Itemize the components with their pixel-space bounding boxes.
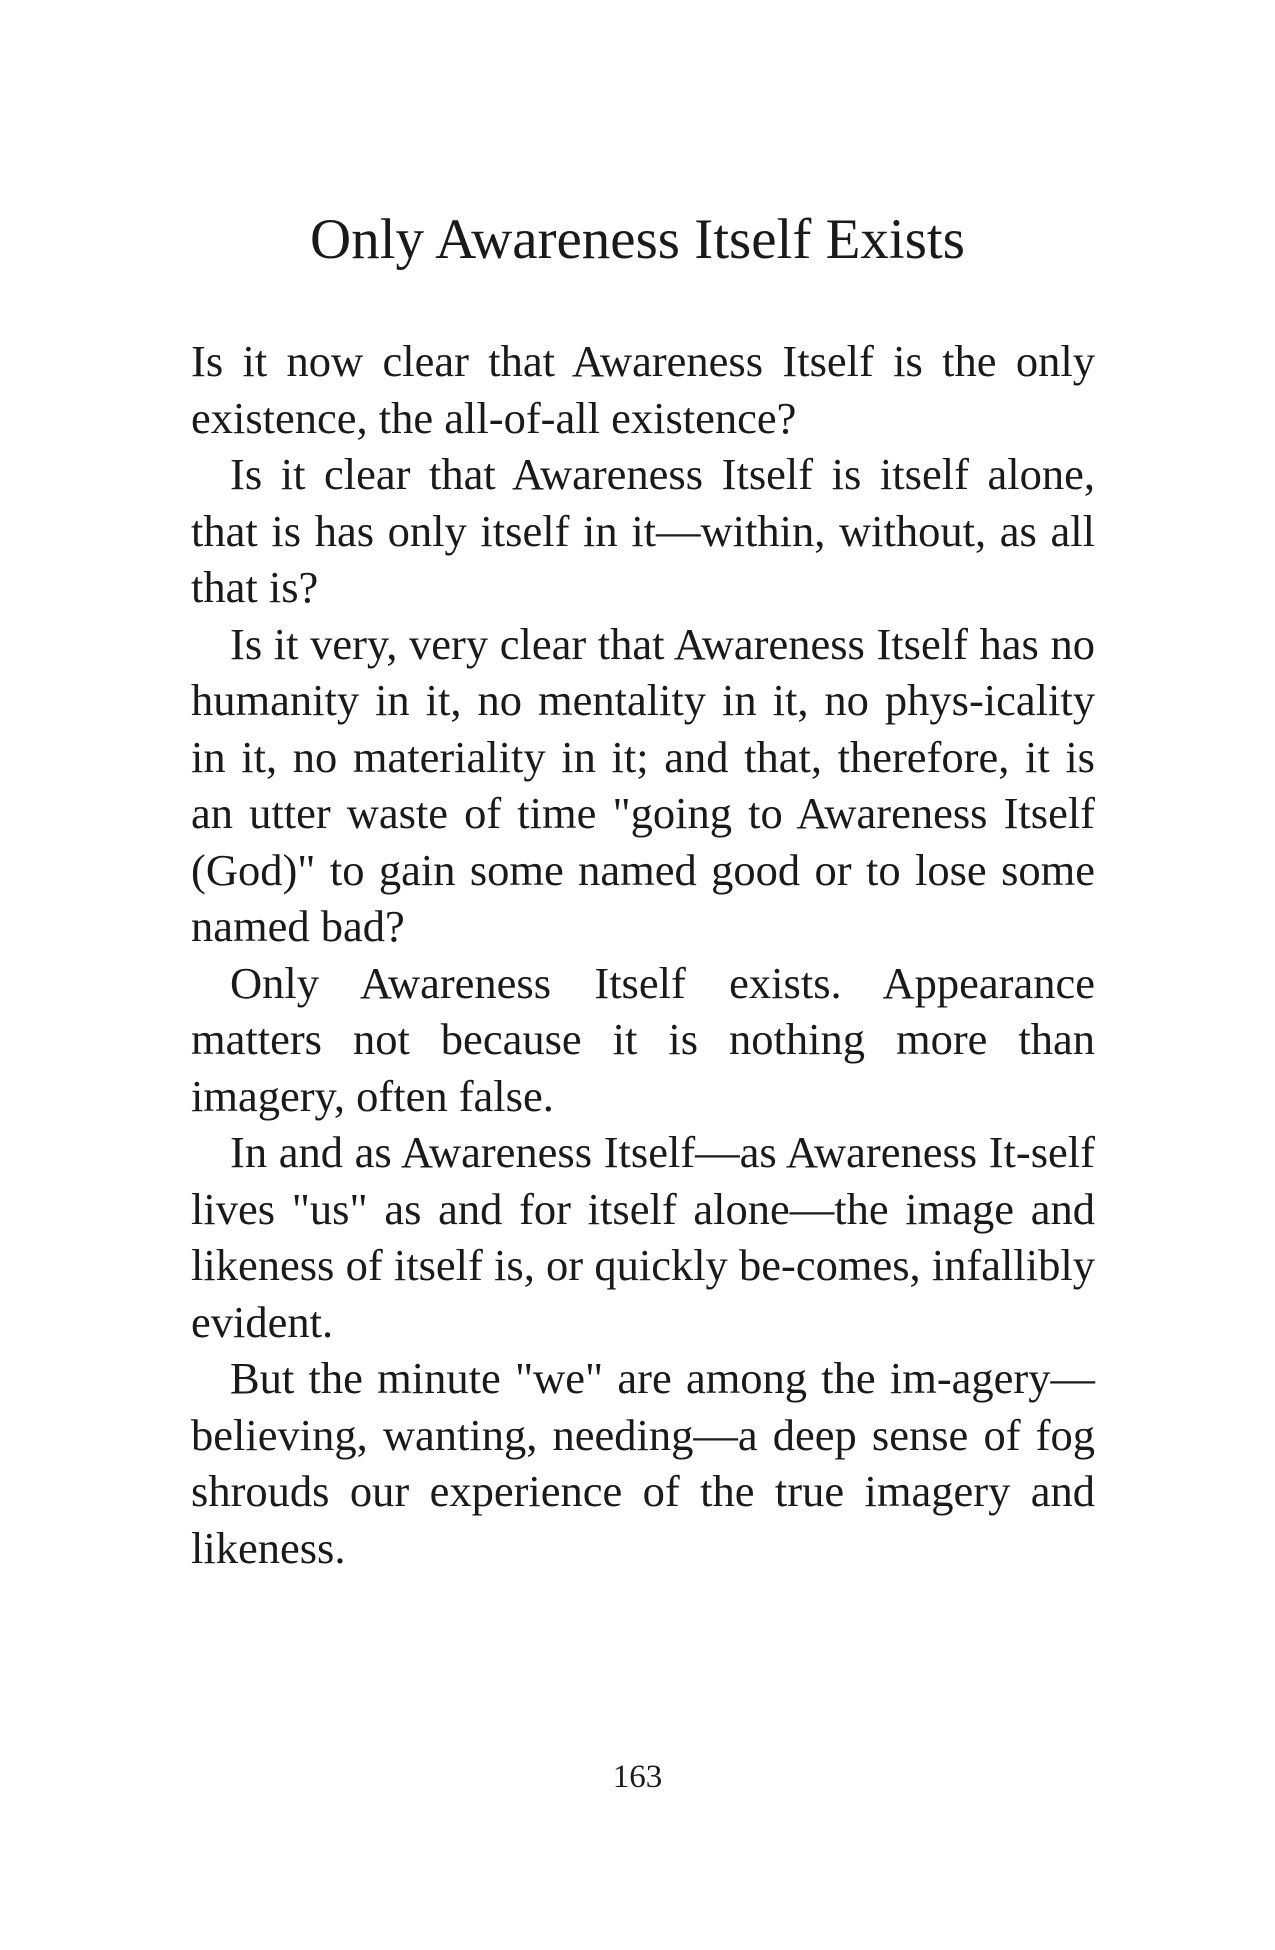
paragraph-5: In and as Awareness Itself—as Awareness It-self lives "us" as and for itself alone—the image and likeness of itself is, or quickly be-comes, infallibly evident. bbox=[191, 1127, 1095, 1347]
paragraph-1: Is it now clear that Awareness Itself is the only existence, the all-of-all existence? bbox=[191, 336, 1095, 443]
paragraph-6: But the minute "we" are among the im-agery—believing, wanting, needing—a deep sense of fog shrouds our experience of the true imagery and likeness. bbox=[191, 1353, 1095, 1573]
paragraph-2: Is it clear that Awareness Itself is itself alone, that is has only itself in it—within, without, as all that is? bbox=[191, 449, 1095, 612]
paragraph-3: Is it very, very clear that Awareness Itself has no humanity in it, no mentality in it, no phys-icality in it, no materiality in it; and that, therefore, it is an utter waste of time "going to Awareness Itself (God)" to gain some named good or to lose some named bad? bbox=[191, 618, 1095, 951]
page-number: 163 bbox=[612, 1759, 663, 1795]
body-text bbox=[191, 333, 1095, 1576]
chapter-title: Only Awareness Itself Exists bbox=[310, 208, 965, 271]
paragraph-4: Only Awareness Itself exists. Appearance matters not because it is nothing more than imagery, often false. bbox=[191, 957, 1095, 1121]
